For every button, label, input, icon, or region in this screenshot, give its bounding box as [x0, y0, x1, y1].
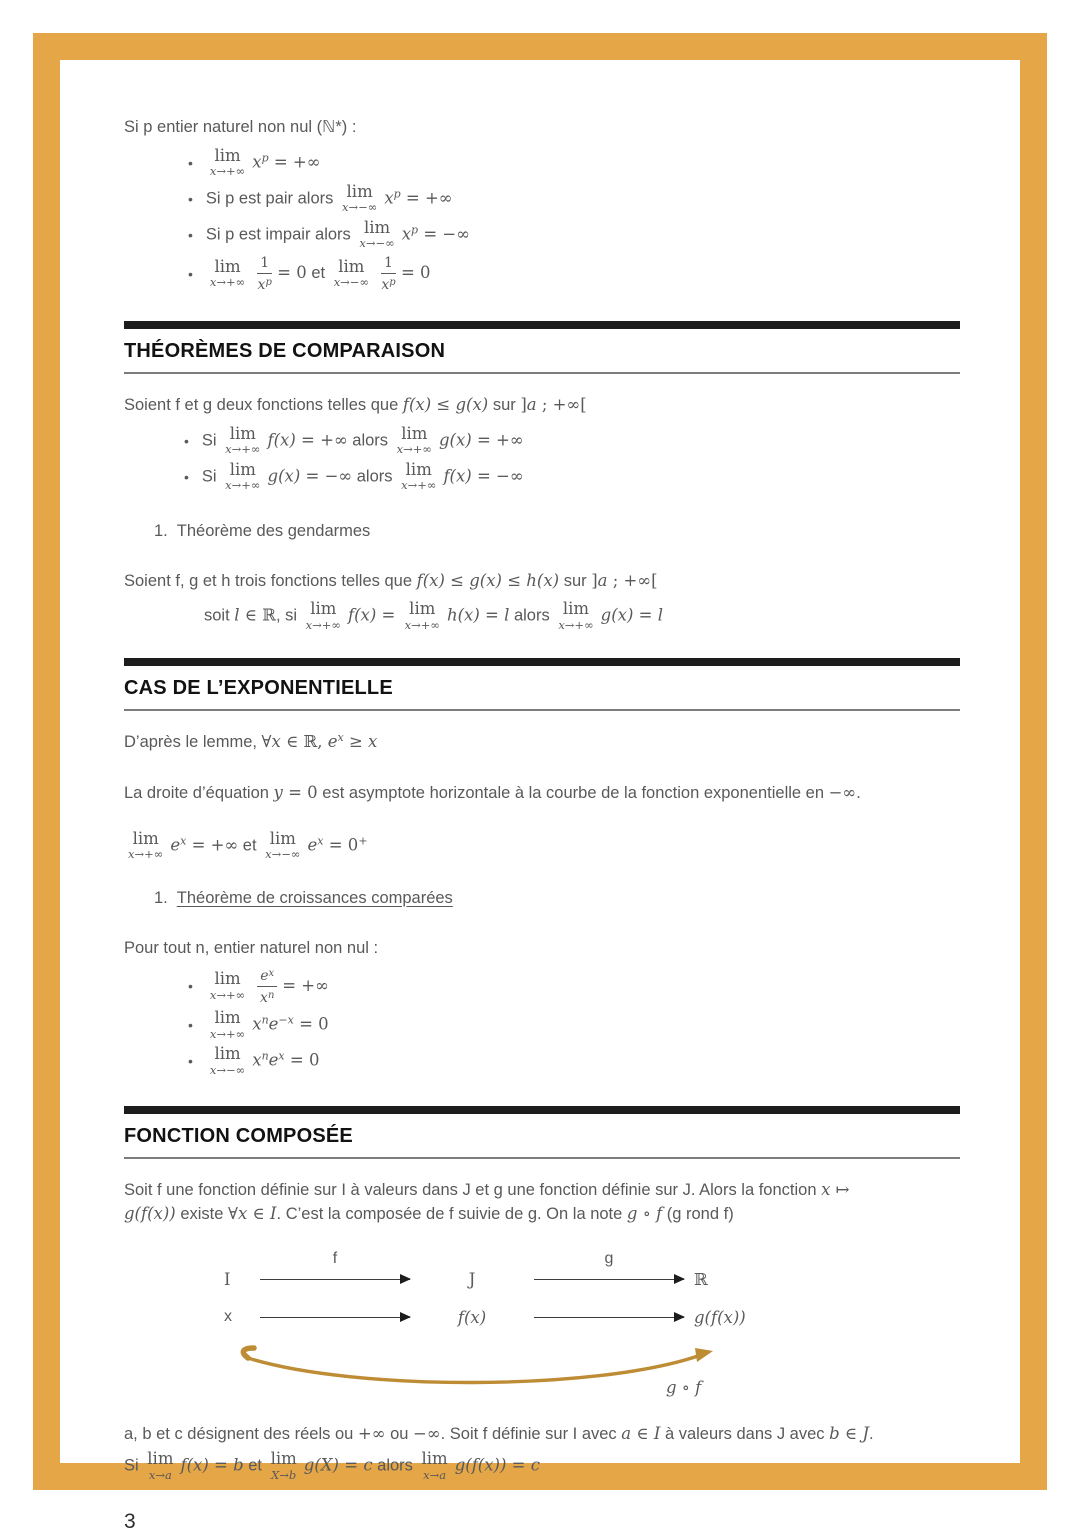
g-arrow	[534, 1250, 684, 1286]
x-maps-arrow	[260, 1310, 410, 1324]
limit-formula: lim x→−∞ $x^ne^x = 0$	[209, 1044, 320, 1077]
section-title: FONCTION COMPOSÉE	[124, 1124, 353, 1147]
gendarmes-item	[154, 520, 960, 543]
bullet-item	[188, 217, 960, 252]
s2-lead: Pour tout n, entier naturel non nul :	[124, 938, 379, 957]
bullet-item	[188, 253, 960, 294]
set-I-label: I	[224, 1269, 231, 1289]
bullet-item	[188, 145, 960, 180]
s1-intro: Soient f et g deux fonctions telles que f(x) ≤ g(x) sur ]a ; +∞[	[124, 395, 587, 415]
limit-formula: Si lim x→+∞ g(x) = −∞ alors lim x→+∞ f(x) = −∞	[201, 459, 524, 493]
limit-formula: Si lim x→+∞ f(x) = +∞ alors lim x→+∞ g(x) = +∞	[201, 423, 524, 457]
item-label: Théorème de croissances comparées	[176, 888, 453, 907]
arrow-right-icon	[260, 1317, 410, 1319]
gfx-label: g(f(x))	[694, 1307, 746, 1327]
set-R-label: ℝ	[694, 1269, 708, 1289]
arrow-right-icon	[260, 1279, 410, 1281]
bullet-item	[188, 1008, 960, 1043]
section-comparaison	[124, 321, 960, 631]
intro-bullet-list	[188, 145, 960, 294]
s2-bullet-list	[188, 966, 960, 1079]
section-title-rule	[124, 372, 960, 374]
gold-frame	[33, 33, 1047, 1534]
bullet-icon: •	[184, 468, 189, 485]
item-label: Théorème des gendarmes	[176, 522, 371, 541]
limit-formula: lim x→+∞ $\frac{e^x}{x^n}$ = +∞	[209, 967, 329, 1006]
bullet-icon: •	[184, 432, 189, 449]
document-page	[60, 60, 1020, 1534]
section-title: THÉORÈMES DE COMPARAISON	[124, 340, 446, 363]
bullet-icon: •	[188, 154, 193, 171]
s3-definition-line1: Soit f une fonction définie sur I à valeurs dans J et g une fonction définie sur J. Alors la fonction x ↦	[124, 1179, 850, 1199]
item-number: 1.	[154, 888, 168, 907]
x-label: x	[224, 1308, 232, 1326]
s3-definition-line2: g(f(x)) existe ∀x ∈ I. C’est la composée de f suivie de g. On la note g ∘ f (g rond f)	[124, 1203, 734, 1223]
arrow-right-icon	[534, 1317, 684, 1319]
limit-formula: lim x→+∞ $\frac{1}{x^p}$ = 0 et lim x→−∞ $\frac{1}{x^p}$ = 0	[209, 255, 431, 294]
g-rond-f-label: g ∘ f	[666, 1378, 702, 1397]
section-exponentielle	[124, 658, 960, 1078]
section-divider-bar	[124, 321, 960, 329]
bullet-icon: •	[188, 226, 193, 243]
limit-formula: lim x→+∞ $x^ne^{-x} = 0$	[209, 1008, 329, 1041]
arrow-right-icon	[534, 1279, 684, 1281]
s1-para: Soient f, g et h trois fonctions telles que f(x) ≤ g(x) ≤ h(x) sur ]a ; +∞[	[124, 571, 658, 591]
composition-curve	[224, 1344, 724, 1406]
f-arrow	[260, 1250, 410, 1286]
bullet-item	[188, 1044, 960, 1079]
bullet-icon: •	[188, 190, 193, 207]
section-fonction-composee	[124, 1106, 960, 1481]
limit-formula: Si p est pair alors lim x→−∞ $x^p$ = +∞	[205, 181, 453, 215]
s3-abc-line: a, b et c désignent des réels ou +∞ ou −∞. Soit f définie sur I avec a ∈ I à valeurs dans J avec b ∈ J.	[124, 1424, 874, 1443]
fx-label: f(x)	[457, 1307, 487, 1327]
page-number: 3	[124, 1510, 136, 1534]
f-arrow-label: f	[332, 1250, 338, 1268]
bullet-item	[188, 966, 960, 1007]
diagram-elements-row	[224, 1306, 784, 1329]
s2-lemme: D’après le lemme, ∀x ∈ ℝ, $e^x \ge x$	[124, 731, 378, 752]
limit-formula: lim x→+∞ $x^p$ = +∞	[209, 145, 321, 179]
bullet-icon: •	[188, 265, 193, 282]
section-title-rule	[124, 1157, 960, 1159]
bullet-icon: •	[188, 1053, 193, 1070]
intro-lead: Si p entier naturel non nul (ℕ*) :	[124, 118, 357, 136]
composition-diagram	[224, 1246, 784, 1406]
diagram-sets-row	[224, 1250, 784, 1291]
gendarmes-formula: soit l ∈ ℝ, si lim x→+∞ f(x) = lim x→+∞ h(x) = l alors lim x→+∞ g(x) = l	[204, 599, 664, 632]
section-divider-bar	[124, 658, 960, 666]
bullet-item	[184, 423, 960, 458]
curved-arrow-icon	[224, 1344, 724, 1406]
s2-asymptote: La droite d’équation y = 0 est asymptote horizontale à la courbe de la fonction exponentielle en −∞.	[124, 783, 861, 803]
g-arrow-label: g	[604, 1250, 614, 1268]
bullet-item	[184, 459, 960, 494]
set-J-label: J	[468, 1269, 476, 1289]
item-number: 1.	[154, 522, 168, 541]
bullet-icon: •	[188, 978, 193, 995]
bullet-item	[188, 181, 960, 216]
croissances-item	[154, 887, 960, 910]
section-title: CAS DE L’EXPONENTIELLE	[124, 677, 393, 700]
fx-maps-arrow	[534, 1310, 684, 1324]
limit-formula: Si p est impair alors lim x→−∞ $x^p$ = −∞	[205, 217, 470, 251]
section-title-rule	[124, 709, 960, 711]
s1-bullet-list	[184, 423, 960, 494]
s2-exp-limits: lim x→+∞ $e^x$ = +∞ et lim x→−∞ $e^x = 0^+$	[128, 828, 368, 861]
section-divider-bar	[124, 1106, 960, 1114]
s3-composition-limit: Si lim x→a f(x) = b et lim X→b g(X) = c alors lim x→a g(f(x)) = c	[124, 1449, 541, 1482]
bullet-icon: •	[188, 1017, 193, 1034]
